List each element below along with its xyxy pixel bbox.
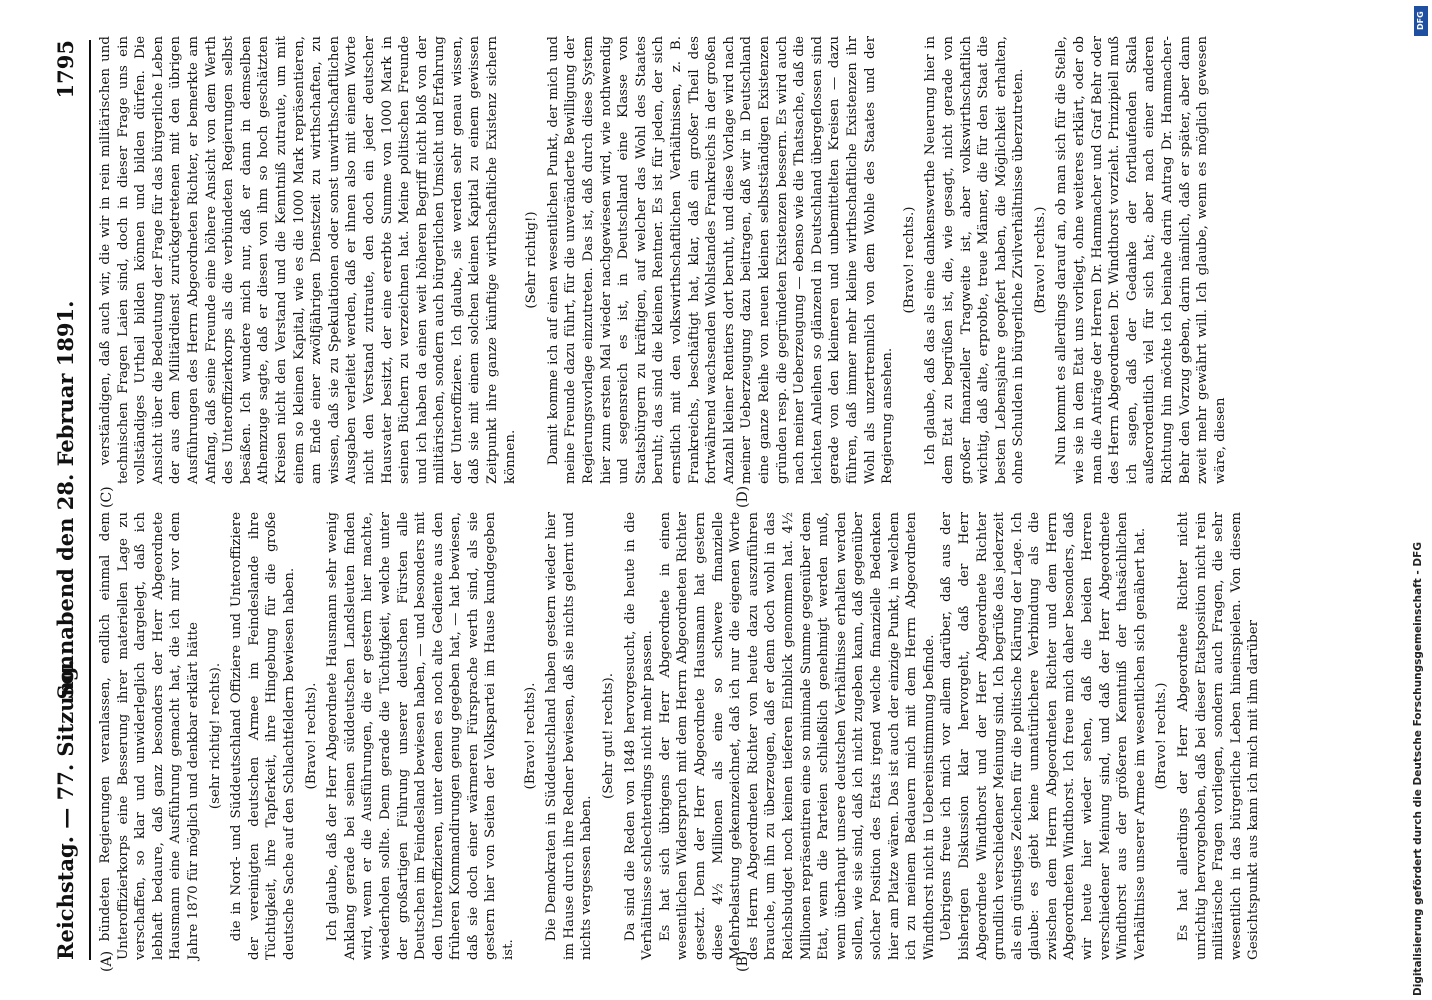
- paragraph: Damit komme ich auf einen wesentlichen Punkt, der mich und meine Freunde dazu führt, für die unveränderte Bewilligung der Regierungsvorlage einzutreten. Das ist, daß durch diese System hier zum ersten Mal wieder nachgewiesen wird, wie nothwendig und segensreich es ist, in Deutschland eine Klasse von Staatsbürgern zu kräftigen, auf welcher das Wohl des Staates beruht; das sind die kleinen Rentner. Es ist für jeden, der sich ernstlich mit den volkswirthschaftlichen Verhältnissen, z. B. Frankreichs, beschäftigt hat, klar, daß ein großer Theil des fortwährend wachsenden Wohlstandes Frankreichs in der großen Anzahl kleiner Rentiers dort beruht, und diese Vorlage wird nach meiner Ueberzeugung dazu beitragen, daß wir in Deutschland eine ganze Reihe von neuen kleinen selbstständigen Existenzen gründen resp. die gegründeten Existenzen bessern. Es wird auch nach meiner Ueberzeugung — ebenso wie die Thatsache, daß die leichten Anleihen so glänzend in Deutschland übergeflossen sind gerade von den kleineren und unbemittelten Kreisen — dazu führen, daß immer mehr kleine wirthschaftliche Existenzen ihr Wohl als unzertrennlich von dem Wohle des Staates und der Regierung ansehen.: [545, 36, 896, 484]
- interjection: (Bravo! rechts.): [901, 206, 917, 314]
- margin-marker-d: (D): [735, 485, 751, 508]
- interjection: (Bravo! rechts).: [303, 682, 319, 790]
- paragraph: Uebrigens freue ich mich vor allem darüber, daß aus der bisherigen Diskussion klar hervorgeht, daß der Herr Abgeordnete Windthorst und der Herr Abgeordnete Richter grundlich verschiedener Meinung sind. Ich begrüße das jederzeit als ein günstiges Zeichen für die politische Klärung der Lage. Ich glaube: es giebt keine unnatürlichere Verbindung als die zwischen dem Herrn Abgeordneten Richter und dem Herrn Abgeordneten Windthorst. Ich freue mich daher besonders, daß wir heute hier wieder sehen, daß die beiden Herren verschiedener Meinung sind, und daß der Herr Abgeordnete Windthorst aus der größeren Kenntniß der thatsächlichen Verhältnisse unserer Armee im wesentlichen sich genähert hat.: [939, 512, 1148, 960]
- interjection: (Bravo! rechts).: [522, 682, 538, 790]
- paragraph: Die Demokraten in Süddeutschland haben gestern wieder hier im Hause durch ihre Redner bewiesen, daß sie nichts gelernt und nichts vergessen haben.: [544, 512, 595, 960]
- paragraph: verständigen, daß auch wir, die wir in rein militärischen und technischen Fragen Laien sind, doch in dieser Frage uns ein vollständiges Urtheil bilden können und bilden dürfen. Die Ansicht über die Bedeutung der Frage für das bürgerliche Leben der aus dem Militärdienst zurückgetretenen mit den übrigen Ausführungen des Herrn Abgeordneten Richter, er bemerkte am Anfang, daß seine Freunde eine höhere Ansicht von dem Werth des Unteroffizierkorps als die verbündeten Regierungen selbst besäßen. Ich wundere mich nur, daß er dann in demselben Athemzuge sagte, daß er diesen von ihm so hoch geschätzten Kreisen nicht den Verstand und die Kenntniß zutraute, um mit einem so kleinen Kapital, wie es die 1000 Mark repräsentieren, am Ende einer zwölfjährigen Dienstzeit zu wirthschaften, zu wissen, daß sie zu Spekulationen oder sonst unwirthschaftlichen Ausgaben verleitet werden, daß er ihnen also mit einem Worte nicht den Verstand zutraute, den doch ein jeder deutscher Hausvater besitzt, der eine ererbte Summe von 1000 Mark in seinen Büchern zu verzeichnen hat. Meine politischen Freunde und ich haben da einen weit höheren Begriff nicht bloß von der militärischen, sondern auch bürgerlichen Umsicht und Erfahrung der Unteroffiziere. Ich glaube, sie werden sehr genau wissen, daß sie mit einem solchen kleinen Kapital zu einem gewissen Zeitpunkt ihre ganze künftige wirthschaftliche Existenz sichern können.: [98, 36, 518, 484]
- paragraph: bündeten Regierungen veranlassen, endlich einmal dem Unteroffizierkorps eine Besserung ihrer materiellen Lage zu verschaffen, so klar und unwiderleglich dargelegt, daß ich lebhaft bedaure, daß ganz besonders der Herr Abgeordnete Hausmann eine Ausführung gemacht hat, die ich mir vor dem Jahre 1870 für möglich und denkbar erklärt hätte: [98, 512, 201, 960]
- page-header: [53, 40, 87, 960]
- interjection: (Sehr richtig!): [524, 211, 540, 309]
- page-number: 1795: [53, 40, 78, 99]
- paragraph: Nun kommt es allerdings darauf an, ob man sich für die Stelle, wie sie in dem Etat uns vorliegt, ohne weiteres erklärt, oder ob man die Anträge der Herren Dr. Hammacher und Graf Behr oder des Herrn Abgeordneten Dr. Windthorst vorzieht. Prinzipiell muß ich sagen, daß der Gedanke der fortlaufenden Skala außerordentlich viel für sich hat; aber nach einer anderen Richtung hin möchte ich beinahe darin Antrag Dr. Hammacher-Behr den Vorzug geben, darin nämlich, daß er später, aber dann zweit mehr gewährt will. Ich glaube, wenn es möglich gewesen wäre, diesen: [1054, 36, 1228, 484]
- margin-marker-a: (A): [99, 950, 115, 972]
- header-session: Reichstag. — 77. Sitzung.: [53, 659, 78, 960]
- margin-marker-c: (C): [99, 486, 115, 508]
- margin-marker-b: (B): [735, 950, 751, 972]
- paragraph: Es hat allerdings der Herr Abgeordnete Richter nicht unrichtig hervorgehoben, daß bei dieser Etatsposition nicht rein militärische Fragen vorliegen, sondern auch Fragen, die sehr wesentlich in das bürgerliche Leben hineinspielen. Von diesem Gesichtspunkt aus kann ich mich mit ihm darüber: [1176, 512, 1262, 960]
- column-right: [97, 36, 1229, 484]
- rotated-page: [45, 30, 1385, 970]
- paragraph: Ich glaube, daß das als eine dankenswerthe Neuerung hier in dem Etat zu begrüßen ist, die, wie gesagt, nicht gerade von großer finanzieller Tragweite ist, aber volkswirthschaftlich wichtig, daß alte, erprobte, treue Männer, die für den Staat die besten Lebensjahre geopfert haben, die Möglichkeit erhalten, ohne Schulden in bürgerliche Zivilverhältnisse überzutreten.: [923, 36, 1027, 484]
- paragraph: Ich glaube, daß der Herr Abgeordnete Hausmann sehr wenig Anklang gerade bei seinen süddeutschen Landsleuten finden wird, wenn er die Ausführungen, die er gestern hier machte, wiederholen sollte. Denn gerade die Tüchtigkeit, welche unter der großartigen Führung unserer deutschen Fürsten alle Deutschen im Feindesland bewiesen haben, — und besonders mit den Unteroffizieren, unter denen es noch alte Gediente aus den früheren Kommandirungen genug gegeben hat, — hat bewiesen, daß sie doch einer wärmeren Fürsprache werth sind, als sie gestern hier von Seiten der Volkspartei im Hause kundgegeben ist.: [325, 512, 517, 960]
- column-left: [97, 512, 1263, 960]
- header-date: Sonnabend den 28. Februar 1891.: [53, 300, 78, 700]
- dfg-logo: DFG: [1414, 6, 1428, 36]
- header-rule: [89, 40, 91, 960]
- interjection: (Bravo! rechts.): [1154, 682, 1170, 790]
- interjection: (sehr richtig! rechts).: [207, 662, 223, 810]
- paragraph: Da sind die Reden von 1848 hervorgesucht, die heute in die Verhältnisse schlechterdings nicht mehr passen.: [622, 512, 656, 960]
- paragraph: Es hat sich übrigens der Herr Abgeordnete in einen wesentlichen Widerspruch mit dem Herrn Abgeordneten Richter gesetzt. Denn der Herr Abgeordnete Hausmann hat gestern diese 4½ Millionen als eine so schwere finanzielle Mehrbelastung gekennzeichnet, daß ich nur die eigenen Worte des Herrn Abgeordneten Richter von heute dazu auszuführen brauche, um ihn zu überzeugen, daß er denn doch wohl in das Reichsbudget noch keinen tieferen Einblick genommen hat. 4½ Millionen repräsentiren eine so minimale Summe gegenüber dem Etat, wenn die Parteien schließlich genehmigt werden muß, wenn überhaupt unsere deutschen Verhältnisse erhalten werden sollen, wie sie sind, daß ich nicht zugeben kann, daß gegenüber solcher Position des Etats irgend welche finanzielle Bedenken hier am Platze wären. Das ist auch der einzige Punkt, in welchem ich zu meinem Bedauern mich mit dem Herrn Abgeordneten Windthorst nicht in Uebereinstimmung befinde.: [657, 512, 937, 960]
- interjection: (Sehr gut! rechts).: [601, 673, 617, 800]
- interjection: (Bravo! rechts.): [1032, 206, 1048, 314]
- paragraph: die in Nord- und Süddeutschland Offiziere und Unteroffiziere der vereinigten deutschen Armee im Feindeslande ihre Tüchtigkeit, ihre Tapferkeit, ihre Hingebung für die große deutsche Sache auf den Schlachtfeldern bewiesen haben.: [229, 512, 297, 960]
- digitization-credit: Digitalisierung gefördert durch die Deutsche Forschungsgemeinschaft - DFG: [1412, 542, 1424, 996]
